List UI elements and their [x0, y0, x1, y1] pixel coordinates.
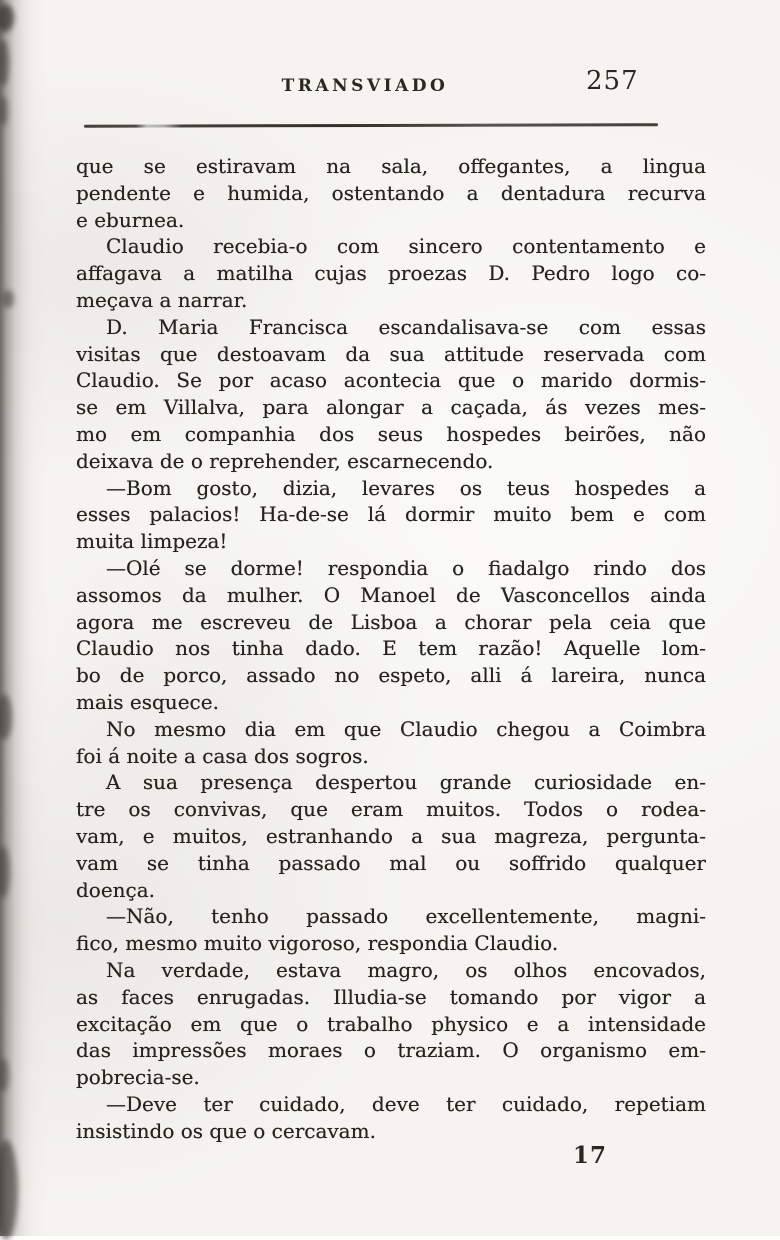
text-line: as faces enrugadas. Illudia-se tomando por vigor a: [76, 984, 706, 1009]
text-block: [76, 153, 706, 1144]
text-line: mo em companhia dos seus hospedes beirões, não: [76, 421, 706, 446]
text-line: agora me escreveu de Lisboa a chorar pela ceia que: [76, 609, 706, 634]
scan-blotch: [0, 96, 8, 126]
text-line: foi á noite a casa dos sogros.: [76, 743, 369, 768]
paragraph-indent: [76, 922, 106, 923]
text-line: mais esquece.: [76, 689, 219, 714]
paragraph-indent: [76, 574, 106, 575]
header-rule: [84, 123, 658, 128]
scan-blotch: [0, 694, 12, 740]
text-line: —Deve ter cuidado, deve ter cuidado, repetiam: [76, 1091, 706, 1118]
text-line: excitação em que o trabalho physico e a intensidade: [76, 1011, 706, 1036]
text-line: Claudio nos tinha dado. E tem razão! Aquelle lom-: [76, 636, 706, 661]
text-line: das impressões moraes o traziam. O organismo em-: [76, 1038, 706, 1063]
text-line: que se estiravam na sala, offegantes, a lingua: [76, 154, 706, 178]
text-line: Claudio. Se por acaso acontecia que o marido dormis-: [76, 368, 706, 393]
text-line: D. Maria Francisca escandalisava-se com essas: [76, 314, 706, 341]
running-title: TRANSVIADO: [281, 76, 449, 96]
text-line: tre os convivas, que eram muitos. Todos o rodea-: [76, 797, 706, 822]
paragraph-indent: [76, 976, 106, 977]
signature-mark: 17: [573, 1142, 608, 1169]
scan-blotch: [2, 290, 14, 308]
text-line: assomos da mulher. O Manoel de Vasconcellos ainda: [76, 582, 706, 607]
paragraph-indent: [76, 252, 106, 253]
paragraph-indent: [76, 735, 106, 736]
text-line: doença.: [76, 877, 156, 902]
text-line: —Olé se dorme! respondia o fiadalgo rindo dos: [76, 555, 706, 582]
text-line: pendente e humida, ostentando a dentadura recurva: [76, 180, 706, 205]
text-line: affagava a matilha cujas proezas D. Pedro logo co-: [76, 261, 706, 286]
text-line: Claudio recebia-o com sincero contentamento e: [76, 233, 706, 260]
text-line: —Bom gosto, dizia, levares os teus hospedes a: [76, 475, 706, 502]
text-line: bo de porco, assado no espeto, alli á lareira, nunca: [76, 663, 706, 688]
scan-blotch: [0, 4, 14, 32]
text-line: se em Villalva, para alongar a caçada, ás vezes mes-: [76, 395, 706, 420]
paragraph-indent: [76, 333, 106, 334]
text-line: pobrecia-se.: [76, 1065, 200, 1090]
paragraph-indent: [76, 494, 106, 495]
text-line: e eburnea.: [76, 207, 185, 232]
text-line: muita limpeza!: [76, 529, 228, 554]
binding-shadow: [0, 0, 48, 1236]
text-line: insistindo os que o cercavam.: [76, 1118, 376, 1143]
text-line: vam, e muitos, estranhando a sua magreza, pergunta-: [76, 823, 706, 848]
scan-blotch: [0, 1140, 18, 1240]
text-line: —Não, tenho passado excellentemente, magni-: [76, 903, 706, 930]
page-number: 257: [586, 66, 639, 96]
text-line: deixava de o reprehender, escarnecendo.: [76, 448, 494, 473]
scan-blotch: [0, 1058, 9, 1092]
text-line: meçava a narrar.: [76, 287, 248, 312]
text-line: Na verdade, estava magro, os olhos encovados,: [76, 957, 706, 984]
text-line: vam se tinha passado mal ou soffrido qualquer: [76, 850, 706, 875]
text-line: No mesmo dia em que Claudio chegou a Coimbra: [76, 716, 706, 743]
paragraph-indent: [76, 1110, 106, 1111]
scan-blotch: [0, 846, 10, 898]
text-line: A sua presença despertou grande curiosidade en-: [76, 769, 706, 796]
text-line: esses palacios! Ha-de-se lá dormir muito bem e com: [76, 502, 706, 527]
text-line: fico, mesmo muito vigoroso, respondia Claudio.: [76, 931, 559, 956]
paragraph-indent: [76, 788, 106, 789]
text-line: visitas que destoavam da sua attitude reservada com: [76, 341, 706, 366]
